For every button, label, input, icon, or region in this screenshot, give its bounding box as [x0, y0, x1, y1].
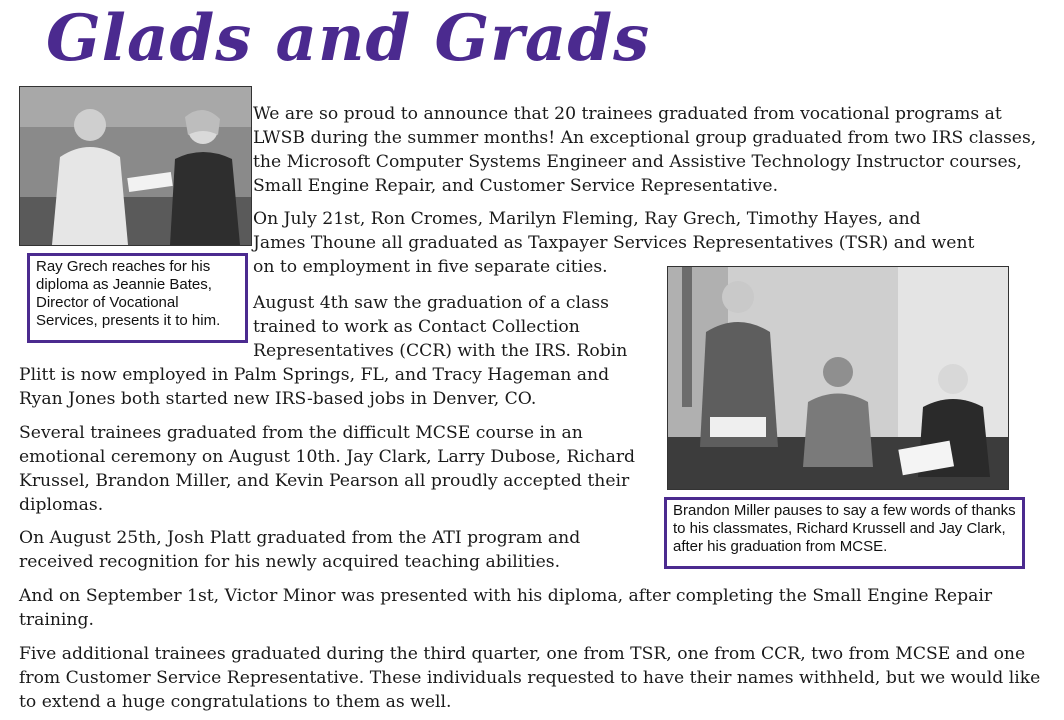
photo-1-caption: Ray Grech reaches for his diploma as Jeannie Bates, Director of Vocational Services, presents it to him. [27, 253, 248, 343]
article-paragraph-3-start: August 4th saw the graduation of a class trained to work as Contact Collection Representatives (CCR) with the IRS. Robin [253, 293, 628, 361]
graduation-photo-2 [667, 266, 1009, 490]
photo-2-caption: Brandon Miller pauses to say a few words of thanks to his classmates, Richard Krussell and Jay Clark, after his graduation from MCSE. [664, 497, 1025, 569]
page-title: Glads and Grads [46, 1, 651, 76]
article-paragraph-7: Five additional trainees graduated during the third quarter, one from TSR, one from CCR, two from MCSE and one from Customer Service Representative. These individuals requested to have their names withheld, but we would like to extend a huge congratulations to them as well. [19, 644, 1041, 712]
article-paragraph-4: Several trainees graduated from the difficult MCSE course in an emotional ceremony on August 10th. Jay Clark, Larry Dubose, Richard Krussel, Brandon Miller, and Kevin Pearson all proudly accepted their diplomas. [19, 423, 636, 515]
graduation-photo-1 [19, 86, 252, 246]
article-paragraph-2: On July 21st, Ron Cromes, Marilyn Fleming, Ray Grech, Timothy Hayes, and James Thoune all graduated as Taxpayer Services Representatives (TSR) and went on to employment in five separate cities. [253, 209, 975, 277]
article-paragraph-5: On August 25th, Josh Platt graduated from the ATI program and received recognition for his newly acquired teaching abilities. [19, 528, 581, 572]
article-paragraph-3-end: Plitt is now employed in Palm Springs, FL, and Tracy Hageman and Ryan Jones both started new IRS-based jobs in Denver, CO. [19, 365, 610, 409]
article-paragraph-1: We are so proud to announce that 20 trainees graduated from vocational programs at LWSB during the summer months! An exceptional group graduated from two IRS classes, the Microsoft Computer Systems Engineer and Assistive Technology Instructor courses, Small Engine Repair, and Customer Service Representative. [253, 104, 1037, 196]
article-paragraph-6: And on September 1st, Victor Minor was presented with his diploma, after completing the Small Engine Repair training. [19, 586, 993, 630]
